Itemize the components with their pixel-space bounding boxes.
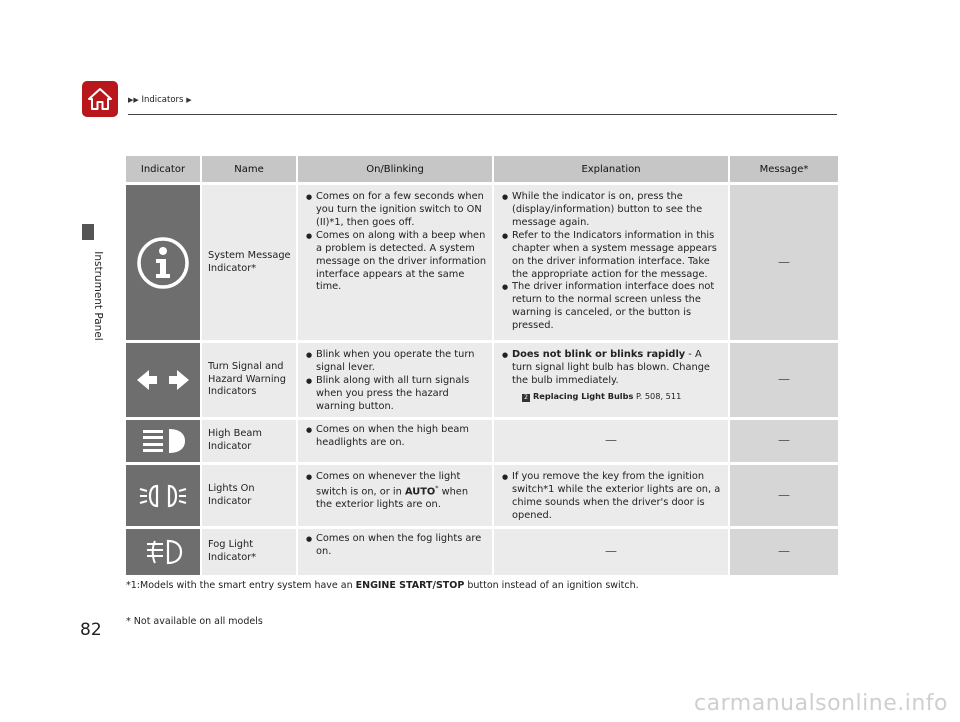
indicator-table: [126, 156, 838, 575]
reference-arrow-icon: 2: [522, 394, 530, 402]
list-item: ● Comes on when the high beam headlights are on.: [306, 424, 487, 450]
auto-label: AUTO: [404, 486, 436, 498]
footnote-bold: ENGINE START/STOP: [355, 580, 465, 591]
explanation-bold: Does not blink or blinks rapidly: [512, 349, 686, 360]
indicator-cell: [126, 420, 202, 462]
table-row: [126, 343, 838, 417]
table-row: [126, 185, 838, 340]
explanation-text: - A turn signal light bulb has blown. Change the bulb immediately.: [512, 349, 710, 386]
explanation-cell: —: [494, 529, 730, 575]
reference-pages: P. 508, 511: [635, 390, 682, 401]
header-indicator: Indicator: [126, 156, 202, 182]
on-blinking-text: Comes on whenever the light switch is on, or in: [316, 471, 461, 498]
list-item: ● While the indicator is on, press the (display/information) button to see the message again.: [502, 191, 723, 230]
table-row: [126, 529, 838, 575]
header-name: Name: [202, 156, 298, 182]
home-icon: [87, 87, 113, 111]
explanation-cell: [494, 185, 730, 340]
high-beam-icon: [139, 426, 187, 456]
list-item: ● Comes on for a few seconds when you turn the ignition switch to ON (II)*1, then goes off.: [306, 191, 487, 230]
header-on-blinking: On/Blinking: [298, 156, 494, 182]
indicator-name: High Beam Indicator: [202, 420, 298, 462]
explanation-cell: —: [494, 420, 730, 462]
message-cell: —: [730, 185, 838, 340]
breadcrumb-arrow-icon: ▶▶: [128, 96, 139, 104]
on-blinking-cell: [298, 465, 494, 526]
on-blinking-cell: [298, 529, 494, 575]
message-cell: —: [730, 343, 838, 417]
header-message: Message*: [730, 156, 838, 182]
breadcrumb-arrow-icon: ▶: [186, 96, 192, 104]
cross-reference[interactable]: [522, 391, 723, 402]
side-tab-label: Instrument Panel: [92, 251, 104, 341]
side-tab-marker: [82, 224, 94, 240]
explanation-cell: [494, 465, 730, 526]
page-number: 82: [80, 620, 102, 640]
list-item: [306, 471, 487, 512]
breadcrumb-item[interactable]: Indicators: [141, 95, 184, 105]
fog-light-icon: [141, 537, 185, 567]
indicator-cell: [126, 529, 202, 575]
indicator-name: Fog Light Indicator*: [202, 529, 298, 575]
on-blinking-text: when the exterior lights are on.: [316, 486, 469, 511]
indicator-cell: [126, 343, 202, 417]
reference-title[interactable]: Replacing Light Bulbs: [533, 390, 634, 401]
header-explanation: Explanation: [494, 156, 730, 182]
message-cell: —: [730, 465, 838, 526]
list-item: ● Comes on when the fog lights are on.: [306, 533, 487, 559]
indicator-cell: [126, 185, 202, 340]
breadcrumb: [128, 95, 192, 105]
indicator-cell: [126, 465, 202, 526]
footnote-availability: * Not available on all models: [126, 616, 263, 627]
on-blinking-cell: [298, 185, 494, 340]
message-cell: —: [730, 420, 838, 462]
message-cell: —: [730, 529, 838, 575]
lights-on-icon: [138, 481, 188, 511]
table-header: [126, 156, 838, 182]
table-row: [126, 465, 838, 526]
indicator-name: System Message Indicator*: [202, 185, 298, 340]
on-blinking-cell: [298, 343, 494, 417]
indicator-name: Lights On Indicator: [202, 465, 298, 526]
footnote-text: *1:Models with the smart entry system have an: [126, 580, 356, 591]
watermark: carmanualsonline.info: [694, 691, 948, 716]
explanation-cell: [494, 343, 730, 417]
on-blinking-cell: [298, 420, 494, 462]
list-item: ● Blink along with all turn signals when you press the hazard warning button.: [306, 375, 487, 414]
list-item: [502, 349, 723, 388]
indicator-name: Turn Signal and Hazard Warning Indicators: [202, 343, 298, 417]
turn-signal-icon: [135, 367, 191, 393]
footnote-text: button instead of an ignition switch.: [464, 580, 639, 591]
list-item: ● Refer to the Indicators information in this chapter when a system message appears on the driver information interface. Take the appropriate action for the message.: [502, 230, 723, 282]
list-item: ● Comes on along with a beep when a problem is detected. A system message on the driver information interface appears at the same time.: [306, 230, 487, 295]
list-item: ● The driver information interface does not return to the normal screen unless the warning is canceled, or the button is pressed.: [502, 281, 723, 333]
table-row: [126, 420, 838, 462]
list-item: ● If you remove the key from the ignition switch*1 while the exterior lights are on, a chime sounds when the driver's door is opened.: [502, 471, 723, 523]
asterisk: *: [435, 483, 439, 492]
home-button[interactable]: [82, 81, 118, 117]
header-divider: [128, 114, 837, 115]
list-item: ● Blink when you operate the turn signal lever.: [306, 349, 487, 375]
info-icon: [135, 235, 191, 291]
footnote-ignition: [126, 580, 639, 591]
